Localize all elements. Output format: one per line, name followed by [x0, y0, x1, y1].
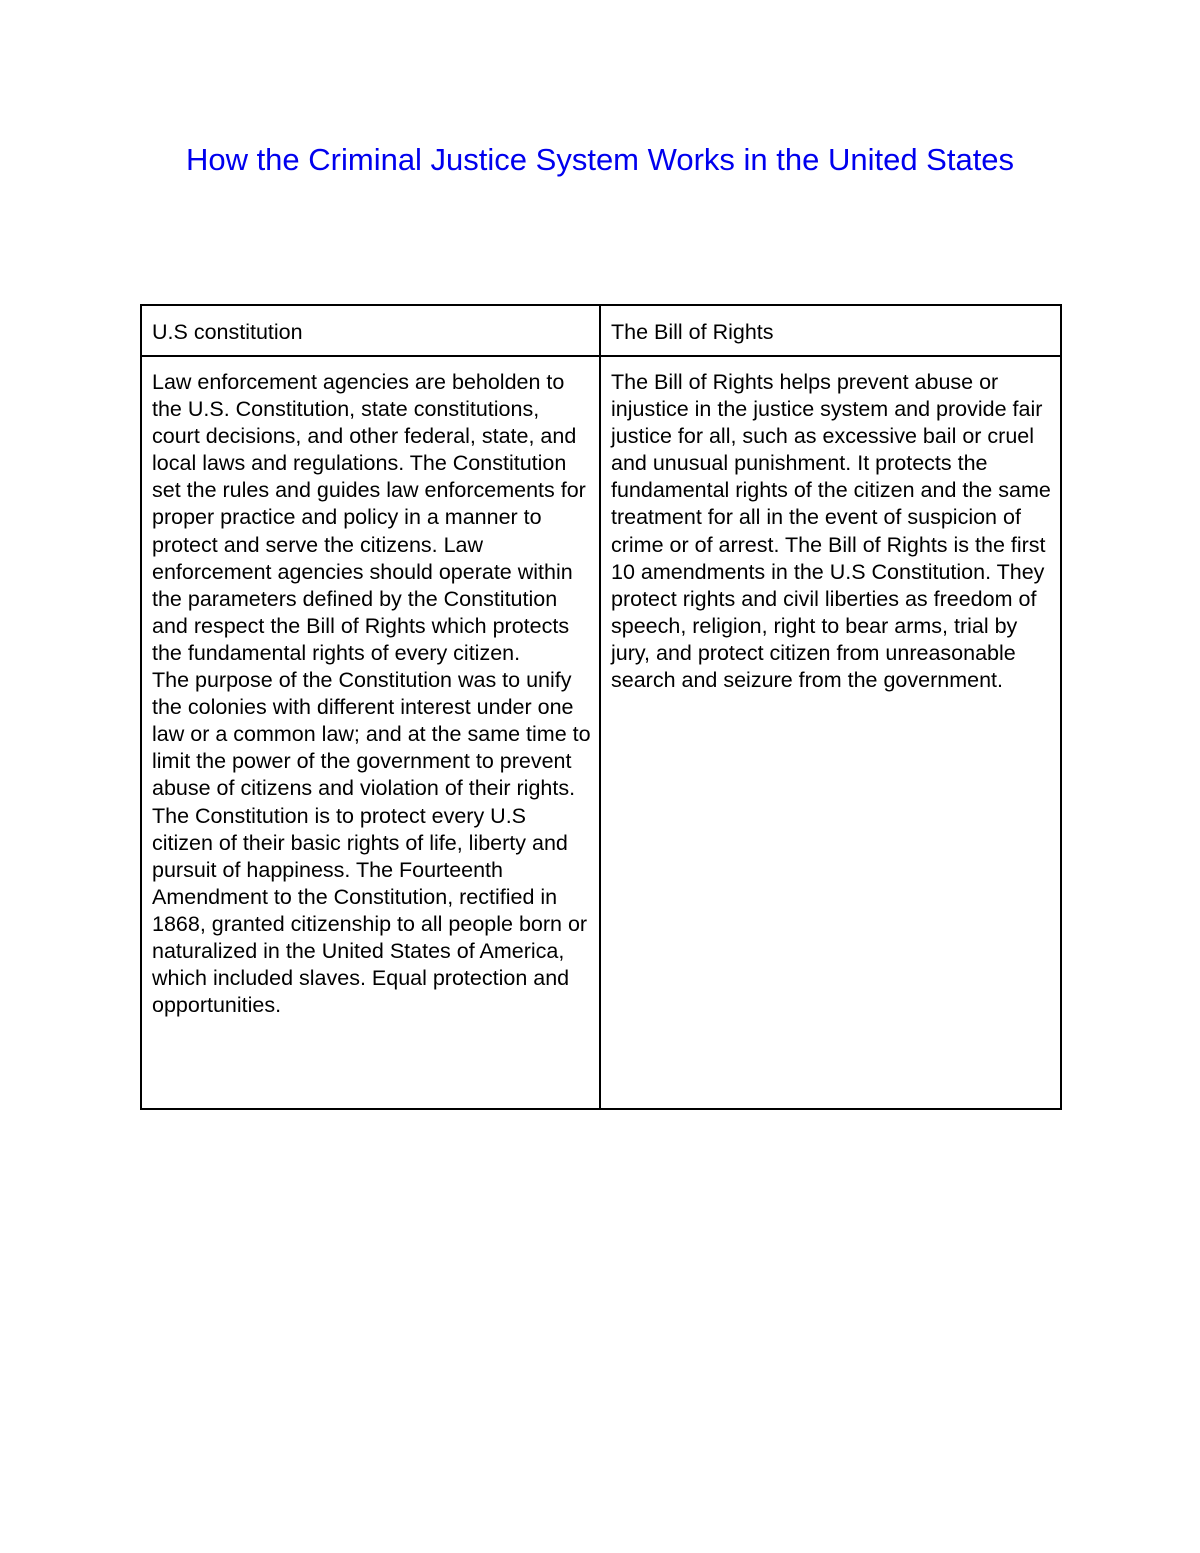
- header-cell-constitution: [141, 305, 600, 356]
- table-row: [141, 356, 1061, 1109]
- constitution-paragraph: The purpose of the Constitution was to unify the colonies with different interest under one law or a common law; and at the same time to limit the power of the government to prevent abuse of citizens and violation of their rights. The Constitution is to protect every U.S citizen of their basic rights of life, liberty and pursuit of happiness. The Fourteenth Amendment to the Constitution, rectified in 1868, granted citizenship to all people born or naturalized in the United States of America, which included slaves. Equal protection and opportunities.: [152, 668, 591, 1018]
- header-cell-bill-of-rights: [600, 305, 1061, 356]
- header-constitution-label: U.S constitution: [152, 320, 303, 344]
- cell-bill-of-rights-content: [600, 356, 1061, 1109]
- constitution-paragraph: Law enforcement agencies are beholden to the U.S. Constitution, state constitutions, court decisions, and other federal, state, and local laws and regulations. The Constitution set the rules and guides law enforcements for proper practice and policy in a manner to protect and serve the citizens. Law enforcement agencies should operate within the parameters defined by the Constitution and respect the Bill of Rights which protects the fundamental rights of every citizen.: [152, 370, 586, 665]
- header-bill-of-rights-label: The Bill of Rights: [611, 320, 774, 344]
- page-title: How the Criminal Justice System Works in the United States: [185, 142, 1015, 177]
- table-header-row: [141, 305, 1061, 356]
- cell-constitution-content: [141, 356, 600, 1109]
- bill-of-rights-paragraph: The Bill of Rights helps prevent abuse or injustice in the justice system and provide fair justice for all, such as excessive bail or cruel and unusual punishment. It protects the fundamental rights of the citizen and the same treatment for all in the event of suspicion of crime or of arrest. The Bill of Rights is the first 10 amendments in the U.S Constitution. They protect rights and civil liberties as freedom of speech, religion, right to bear arms, trial by jury, and protect citizen from unreasonable search and seizure from the government.: [611, 370, 1051, 693]
- comparison-table: [140, 304, 1062, 1110]
